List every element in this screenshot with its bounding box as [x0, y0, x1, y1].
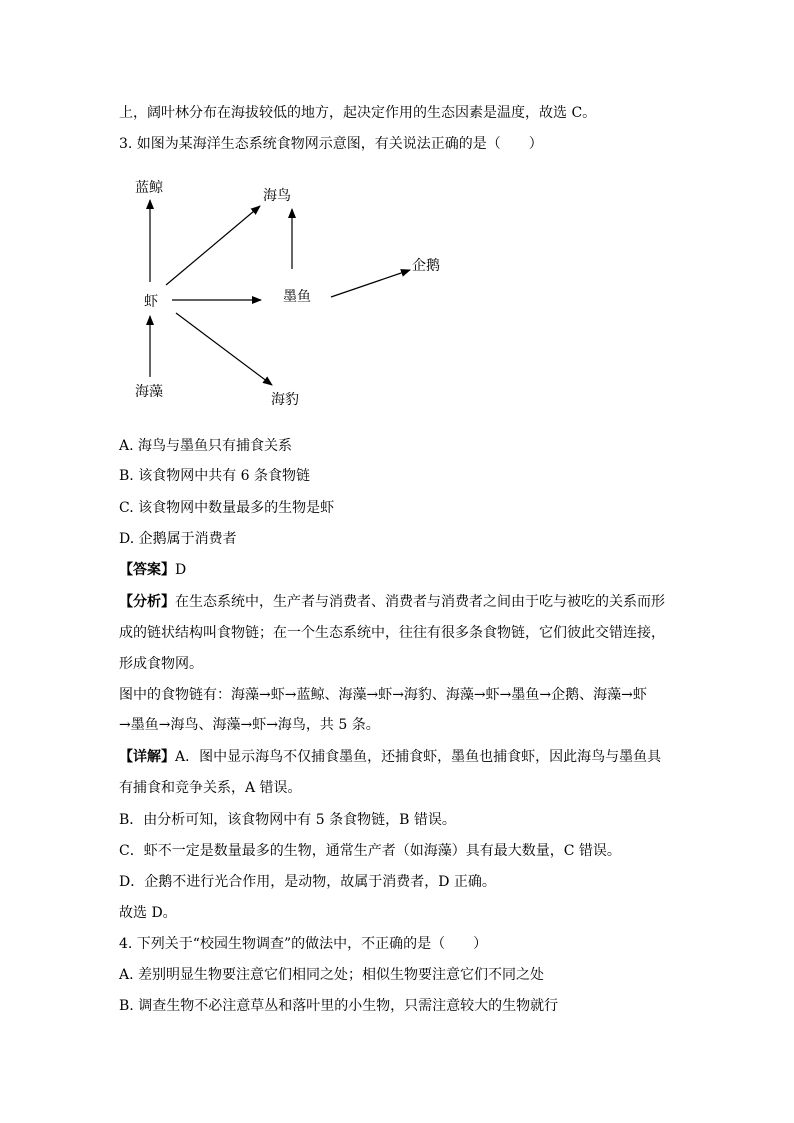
arrow-shrimp-to-seabird [166, 206, 260, 285]
node-squid: 墨鱼 [283, 289, 311, 305]
detail-tag: 【详解】 [119, 749, 175, 765]
analysis-line-2: 成的链状结构叫食物链；在一个生态系统中，往往有很多条食物链，它们彼此交错连接， [119, 625, 665, 641]
q4-option-a: A. 差别明显生物要注意它们相同之处；相似生物要注意它们不同之处 [119, 967, 545, 983]
answer-value: D [175, 562, 187, 578]
answer-tag: 【答案】 [119, 562, 175, 578]
analysis-line-3: 形成食物网。 [119, 656, 203, 672]
question-4-stem: 4. 下列关于“校园生物调查”的做法中，不正确的是（ ） [119, 936, 488, 952]
analysis-tag: 【分析】 [119, 594, 175, 610]
detail-line-d: D．企鹅不进行光合作用，是动物，故属于消费者，D 正确。 [119, 874, 496, 890]
arrow-shrimp-to-seal [176, 313, 272, 385]
conclusion-line: 故选 D。 [119, 905, 177, 921]
option-b: B. 该食物网中共有 6 条食物链 [119, 468, 310, 484]
node-shrimp: 虾 [144, 294, 158, 310]
arrow-squid-to-penguin [331, 270, 410, 297]
food-chain-line-1: 图中的食物链有：海藻→虾→蓝鲸、海藻→虾→海豹、海藻→虾→墨鱼→企鹅、海藻→虾 [119, 687, 647, 703]
answer-line [119, 561, 186, 579]
food-web-diagram [119, 172, 459, 418]
analysis-text-1: 在生态系统中，生产者与消费者、消费者与消费者之间由于吃与被吃的关系而形 [175, 594, 665, 610]
node-seaweed: 海藻 [135, 384, 163, 400]
node-seal: 海豹 [271, 392, 299, 408]
detail-text-1: A．图中显示海鸟不仅捕食墨鱼，还捕食虾，墨鱼也捕食虾，因此海鸟与墨鱼具 [175, 749, 662, 765]
question-3-stem: 3. 如图为某海洋生态系统食物网示意图，有关说法正确的是（ ） [119, 136, 543, 152]
detail-line-c: C．虾不一定是数量最多的生物，通常生产者（如海藻）具有最大数量，C 错误。 [119, 843, 621, 859]
analysis-line-1 [119, 593, 665, 611]
option-d: D. 企鹅属于消费者 [119, 531, 237, 547]
detail-line-b: B．由分析可知，该食物网中有 5 条食物链，B 错误。 [119, 812, 456, 828]
food-chain-line-2: →墨鱼→海鸟、海藻→虾→海鸟，共 5 条。 [119, 717, 380, 733]
node-penguin: 企鹅 [412, 258, 440, 274]
node-blue-whale: 蓝鲸 [135, 180, 163, 196]
option-a: A. 海鸟与墨鱼只有捕食关系 [119, 438, 293, 454]
text-line: 上，阔叶林分布在海拔较低的地方，起决定作用的生态因素是温度，故选 C。 [119, 105, 597, 121]
node-seabird: 海鸟 [263, 188, 291, 204]
detail-line-1 [119, 748, 661, 766]
option-c: C. 该食物网中数量最多的生物是虾 [119, 500, 335, 516]
q4-option-b: B. 调查生物不必注意草丛和落叶里的小生物，只需注意较大的生物就行 [119, 998, 559, 1014]
detail-line-2: 有捕食和竞争关系，A 错误。 [119, 780, 302, 796]
